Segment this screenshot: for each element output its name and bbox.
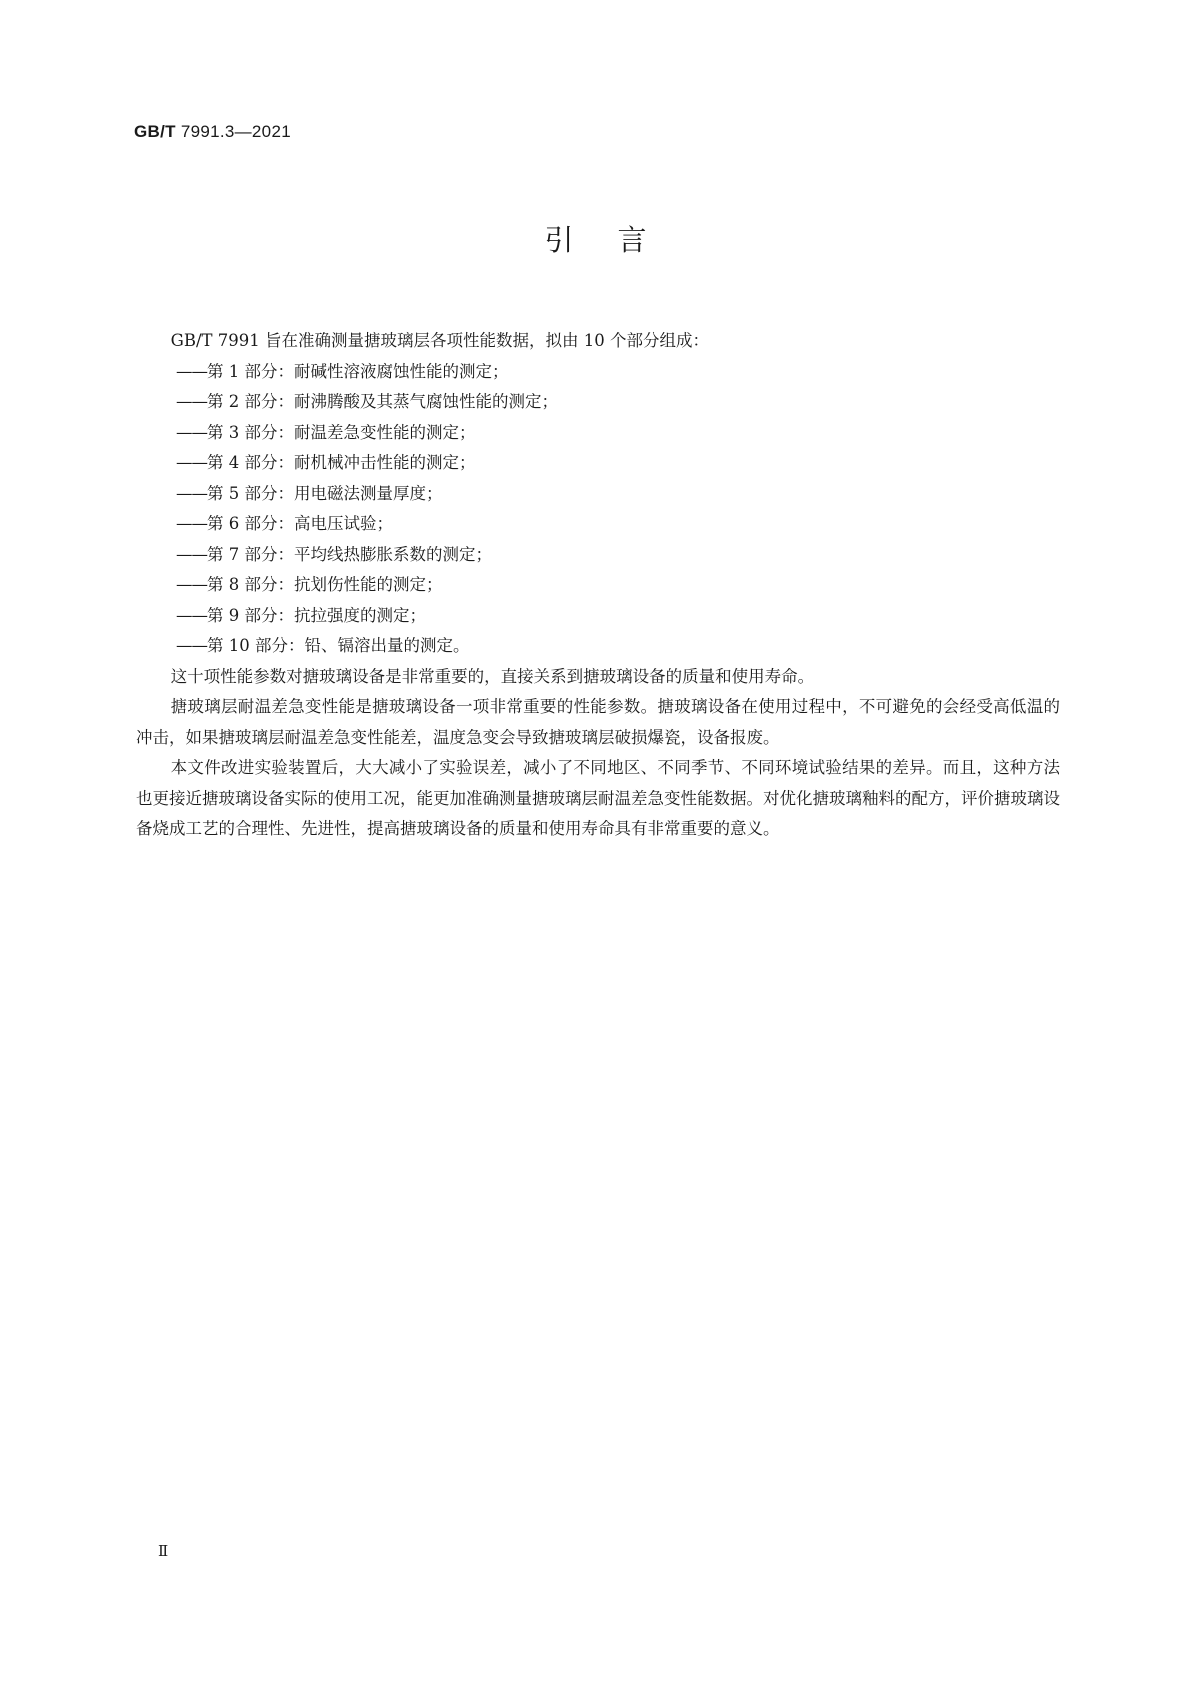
list-item: ——第 5 部分：用电磁法测量厚度；: [176, 483, 443, 503]
body-paragraph-improvement: 本文件改进实验装置后，大大减小了实验误差，减小了不同地区、不同季节、不同环境试验结果的差异。而且，这种方法也更接近搪玻璃设备实际的使用工况，能更加准确测量搪玻璃层耐温差急变性能数据。对优化搪玻璃釉料的配方，评价搪玻璃设备烧成工艺的合理性、先进性，提高搪玻璃设备的质量和使用寿命具有非常重要的意义。: [136, 758, 1060, 838]
page-number: Ⅱ: [158, 1542, 169, 1560]
list-item: ——第 8 部分：抗划伤性能的测定；: [176, 575, 443, 594]
list-item: ——第 7 部分：平均线热膨胀系数的测定；: [176, 544, 492, 564]
list-item: ——第 1 部分：耐碱性溶液腐蚀性能的测定；: [176, 361, 509, 381]
body-paragraph-importance: 这十项性能参数对搪玻璃设备是非常重要的，直接关系到搪玻璃设备的质量和使用寿命。: [170, 666, 815, 686]
list-item: ——第 2 部分：耐沸腾酸及其蒸气腐蚀性能的测定；: [176, 392, 558, 411]
list-item: ——第 4 部分：耐机械冲击性能的测定；: [176, 453, 476, 472]
intro-paragraph: GB/T 7991 旨在准确测量搪玻璃层各项性能数据，拟由 10 个部分组成：: [170, 331, 709, 350]
standard-number: 7991.3—2021: [175, 122, 291, 141]
document-body: [136, 326, 1060, 845]
list-item: ——第 9 部分：抗拉强度的测定；: [176, 605, 426, 625]
list-item: ——第 6 部分：高电压试验；: [176, 514, 393, 533]
document-code: [134, 122, 291, 142]
page-title: 引言: [544, 223, 691, 257]
parts-list: [136, 357, 1060, 662]
list-item: ——第 3 部分：耐温差急变性能的测定；: [176, 422, 476, 442]
list-item: ——第 10 部分：铅、镉溶出量的测定。: [176, 636, 470, 655]
body-paragraph-thermal-shock: 搪玻璃层耐温差急变性能是搪玻璃设备一项非常重要的性能参数。搪玻璃设备在使用过程中，不可避免的会经受高低温的冲击，如果搪玻璃层耐温差急变性能差，温度急变会导致搪玻璃层破损爆瓷，设备报废。: [136, 697, 1060, 747]
standard-prefix: GB/T: [134, 122, 176, 141]
